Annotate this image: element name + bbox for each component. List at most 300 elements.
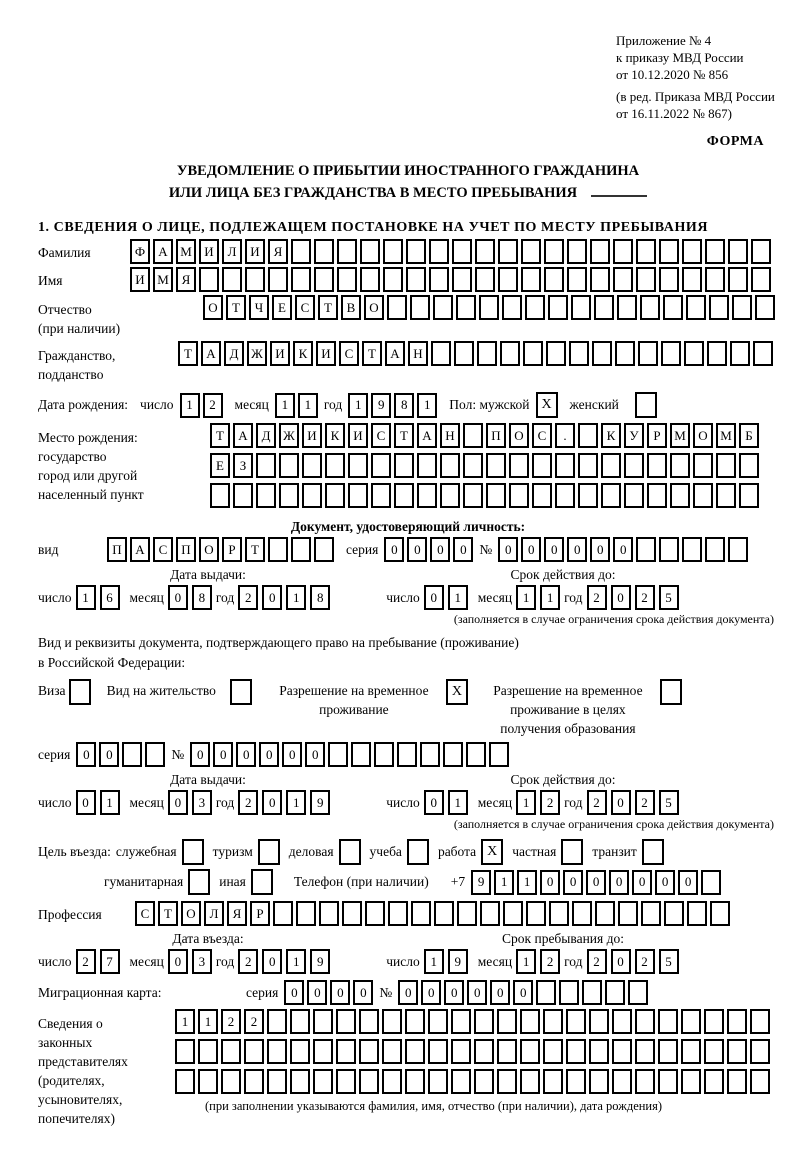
char-cell[interactable]: Т — [178, 341, 198, 366]
char-cell[interactable]: 0 — [284, 980, 304, 1005]
char-cell[interactable] — [233, 483, 253, 508]
char-cell[interactable] — [520, 1069, 540, 1094]
char-cell[interactable] — [704, 1069, 724, 1094]
char-cell[interactable] — [319, 901, 339, 926]
char-cell[interactable]: О — [203, 295, 223, 320]
char-cell[interactable]: З — [233, 453, 253, 478]
char-cell[interactable] — [290, 1009, 310, 1034]
char-cell[interactable] — [256, 483, 276, 508]
char-cell[interactable] — [443, 742, 463, 767]
char-cell[interactable]: 3 — [192, 949, 212, 974]
char-cell[interactable] — [727, 1069, 747, 1094]
char-cell[interactable]: 2 — [244, 1009, 264, 1034]
char-cell[interactable]: К — [293, 341, 313, 366]
char-cell[interactable]: 0 — [655, 870, 675, 895]
char-cell[interactable]: 8 — [192, 585, 212, 610]
char-cell[interactable]: 0 — [613, 537, 633, 562]
char-cell[interactable]: М — [716, 423, 736, 448]
char-cell[interactable] — [475, 267, 495, 292]
char-cell[interactable]: А — [130, 537, 150, 562]
char-cell[interactable]: 9 — [310, 949, 330, 974]
char-cell[interactable] — [532, 483, 552, 508]
char-cell[interactable] — [730, 341, 750, 366]
char-cell[interactable] — [314, 239, 334, 264]
char-cell[interactable]: О — [509, 423, 529, 448]
char-cell[interactable] — [267, 1039, 287, 1064]
char-cell[interactable] — [440, 483, 460, 508]
char-cell[interactable] — [440, 453, 460, 478]
purpose-official-checkbox[interactable] — [182, 839, 204, 865]
char-cell[interactable] — [543, 1039, 563, 1064]
char-cell[interactable] — [336, 1069, 356, 1094]
char-cell[interactable] — [659, 239, 679, 264]
char-cell[interactable]: 2 — [221, 1009, 241, 1034]
char-cell[interactable] — [394, 483, 414, 508]
char-cell[interactable] — [359, 1009, 379, 1034]
char-cell[interactable] — [474, 1009, 494, 1034]
char-cell[interactable] — [567, 267, 587, 292]
char-cell[interactable]: 1 — [540, 585, 560, 610]
char-cell[interactable]: 6 — [100, 585, 120, 610]
char-cell[interactable] — [636, 267, 656, 292]
char-cell[interactable]: И — [270, 341, 290, 366]
char-cell[interactable]: Я — [176, 267, 196, 292]
char-cell[interactable] — [279, 453, 299, 478]
char-cell[interactable] — [582, 980, 602, 1005]
char-cell[interactable]: 1 — [275, 393, 295, 418]
char-cell[interactable]: 0 — [678, 870, 698, 895]
char-cell[interactable]: 0 — [384, 537, 404, 562]
char-cell[interactable] — [728, 239, 748, 264]
char-cell[interactable]: Е — [210, 453, 230, 478]
char-cell[interactable] — [405, 1039, 425, 1064]
char-cell[interactable] — [567, 239, 587, 264]
char-cell[interactable] — [429, 239, 449, 264]
char-cell[interactable]: 0 — [353, 980, 373, 1005]
char-cell[interactable] — [405, 1009, 425, 1034]
char-cell[interactable]: 1 — [516, 585, 536, 610]
char-cell[interactable]: 0 — [168, 949, 188, 974]
char-cell[interactable]: 0 — [76, 790, 96, 815]
char-cell[interactable] — [624, 453, 644, 478]
char-cell[interactable] — [658, 1009, 678, 1034]
char-cell[interactable] — [618, 901, 638, 926]
char-cell[interactable]: Я — [227, 901, 247, 926]
char-cell[interactable]: 7 — [100, 949, 120, 974]
char-cell[interactable] — [636, 537, 656, 562]
char-cell[interactable]: 0 — [544, 537, 564, 562]
char-cell[interactable] — [325, 453, 345, 478]
char-cell[interactable] — [704, 1039, 724, 1064]
char-cell[interactable]: Т — [362, 341, 382, 366]
char-cell[interactable] — [572, 901, 592, 926]
char-cell[interactable]: Т — [394, 423, 414, 448]
char-cell[interactable] — [509, 483, 529, 508]
char-cell[interactable] — [429, 267, 449, 292]
char-cell[interactable]: 0 — [421, 980, 441, 1005]
char-cell[interactable] — [348, 483, 368, 508]
char-cell[interactable]: 2 — [540, 949, 560, 974]
char-cell[interactable] — [314, 537, 334, 562]
char-cell[interactable]: К — [601, 423, 621, 448]
char-cell[interactable]: И — [245, 239, 265, 264]
char-cell[interactable]: 1 — [286, 790, 306, 815]
char-cell[interactable]: Т — [318, 295, 338, 320]
char-cell[interactable]: А — [153, 239, 173, 264]
char-cell[interactable] — [431, 341, 451, 366]
char-cell[interactable]: 0 — [611, 585, 631, 610]
char-cell[interactable]: Я — [268, 239, 288, 264]
char-cell[interactable] — [302, 453, 322, 478]
char-cell[interactable]: 2 — [203, 393, 223, 418]
char-cell[interactable]: 0 — [632, 870, 652, 895]
char-cell[interactable] — [325, 483, 345, 508]
char-cell[interactable]: 0 — [453, 537, 473, 562]
purpose-work-checkbox[interactable]: X — [481, 839, 503, 865]
char-cell[interactable] — [428, 1009, 448, 1034]
char-cell[interactable] — [624, 483, 644, 508]
char-cell[interactable] — [716, 453, 736, 478]
char-cell[interactable]: А — [385, 341, 405, 366]
char-cell[interactable] — [612, 1009, 632, 1034]
char-cell[interactable]: 0 — [168, 790, 188, 815]
char-cell[interactable]: 0 — [424, 790, 444, 815]
char-cell[interactable] — [486, 483, 506, 508]
char-cell[interactable]: 0 — [430, 537, 450, 562]
char-cell[interactable] — [383, 267, 403, 292]
char-cell[interactable] — [605, 980, 625, 1005]
char-cell[interactable]: А — [233, 423, 253, 448]
char-cell[interactable]: 3 — [192, 790, 212, 815]
char-cell[interactable]: . — [555, 423, 575, 448]
char-cell[interactable] — [681, 1039, 701, 1064]
char-cell[interactable]: П — [176, 537, 196, 562]
char-cell[interactable]: 0 — [259, 742, 279, 767]
char-cell[interactable]: 0 — [262, 790, 282, 815]
char-cell[interactable] — [571, 295, 591, 320]
char-cell[interactable] — [267, 1009, 287, 1034]
char-cell[interactable] — [417, 453, 437, 478]
char-cell[interactable] — [750, 1009, 770, 1034]
residence-permit-checkbox[interactable] — [230, 679, 252, 705]
char-cell[interactable]: 2 — [587, 949, 607, 974]
char-cell[interactable]: О — [199, 537, 219, 562]
char-cell[interactable]: 0 — [444, 980, 464, 1005]
char-cell[interactable] — [682, 239, 702, 264]
char-cell[interactable] — [549, 901, 569, 926]
char-cell[interactable] — [732, 295, 752, 320]
char-cell[interactable] — [647, 483, 667, 508]
char-cell[interactable] — [122, 742, 142, 767]
char-cell[interactable] — [199, 267, 219, 292]
char-cell[interactable] — [693, 483, 713, 508]
char-cell[interactable] — [268, 537, 288, 562]
char-cell[interactable]: 8 — [310, 585, 330, 610]
char-cell[interactable]: 1 — [198, 1009, 218, 1034]
char-cell[interactable]: 0 — [398, 980, 418, 1005]
char-cell[interactable]: М — [670, 423, 690, 448]
char-cell[interactable] — [750, 1069, 770, 1094]
char-cell[interactable] — [705, 239, 725, 264]
char-cell[interactable]: 1 — [516, 949, 536, 974]
char-cell[interactable]: А — [417, 423, 437, 448]
char-cell[interactable] — [456, 295, 476, 320]
char-cell[interactable]: 0 — [236, 742, 256, 767]
char-cell[interactable] — [628, 980, 648, 1005]
char-cell[interactable] — [658, 1039, 678, 1064]
char-cell[interactable] — [595, 901, 615, 926]
char-cell[interactable]: 0 — [190, 742, 210, 767]
char-cell[interactable] — [589, 1009, 609, 1034]
char-cell[interactable] — [428, 1039, 448, 1064]
gender-female-checkbox[interactable] — [635, 392, 657, 418]
char-cell[interactable] — [755, 295, 775, 320]
char-cell[interactable] — [670, 483, 690, 508]
char-cell[interactable]: П — [486, 423, 506, 448]
purpose-tourism-checkbox[interactable] — [258, 839, 280, 865]
char-cell[interactable] — [457, 901, 477, 926]
char-cell[interactable] — [739, 483, 759, 508]
char-cell[interactable]: 2 — [587, 790, 607, 815]
char-cell[interactable] — [268, 267, 288, 292]
char-cell[interactable]: О — [693, 423, 713, 448]
char-cell[interactable] — [659, 537, 679, 562]
char-cell[interactable] — [635, 1069, 655, 1094]
char-cell[interactable] — [337, 267, 357, 292]
purpose-humanitarian-checkbox[interactable] — [188, 869, 210, 895]
char-cell[interactable]: И — [130, 267, 150, 292]
char-cell[interactable]: Б — [739, 423, 759, 448]
char-cell[interactable]: О — [364, 295, 384, 320]
char-cell[interactable] — [244, 1069, 264, 1094]
char-cell[interactable] — [612, 1069, 632, 1094]
char-cell[interactable] — [543, 1009, 563, 1034]
char-cell[interactable] — [635, 1039, 655, 1064]
char-cell[interactable] — [314, 267, 334, 292]
char-cell[interactable] — [406, 239, 426, 264]
char-cell[interactable] — [751, 239, 771, 264]
temp-residence-edu-checkbox[interactable] — [660, 679, 682, 705]
char-cell[interactable] — [387, 295, 407, 320]
char-cell[interactable]: И — [316, 341, 336, 366]
char-cell[interactable]: 0 — [567, 537, 587, 562]
char-cell[interactable]: 5 — [659, 790, 679, 815]
char-cell[interactable]: К — [325, 423, 345, 448]
char-cell[interactable] — [267, 1069, 287, 1094]
char-cell[interactable]: 0 — [262, 949, 282, 974]
char-cell[interactable] — [613, 267, 633, 292]
char-cell[interactable]: 0 — [76, 742, 96, 767]
char-cell[interactable] — [474, 1039, 494, 1064]
char-cell[interactable]: 0 — [498, 537, 518, 562]
char-cell[interactable]: Е — [272, 295, 292, 320]
char-cell[interactable] — [359, 1039, 379, 1064]
char-cell[interactable] — [590, 239, 610, 264]
char-cell[interactable]: 9 — [471, 870, 491, 895]
char-cell[interactable] — [279, 483, 299, 508]
char-cell[interactable]: М — [153, 267, 173, 292]
char-cell[interactable] — [406, 267, 426, 292]
char-cell[interactable] — [434, 901, 454, 926]
char-cell[interactable]: 0 — [586, 870, 606, 895]
char-cell[interactable] — [613, 239, 633, 264]
char-cell[interactable]: Ж — [247, 341, 267, 366]
char-cell[interactable] — [433, 295, 453, 320]
char-cell[interactable] — [615, 341, 635, 366]
char-cell[interactable] — [682, 537, 702, 562]
char-cell[interactable]: 2 — [238, 949, 258, 974]
char-cell[interactable] — [360, 267, 380, 292]
char-cell[interactable] — [175, 1069, 195, 1094]
char-cell[interactable] — [382, 1039, 402, 1064]
char-cell[interactable]: Л — [204, 901, 224, 926]
char-cell[interactable] — [716, 483, 736, 508]
char-cell[interactable] — [497, 1009, 517, 1034]
char-cell[interactable]: С — [532, 423, 552, 448]
char-cell[interactable]: 1 — [424, 949, 444, 974]
char-cell[interactable]: Н — [408, 341, 428, 366]
char-cell[interactable]: Н — [440, 423, 460, 448]
char-cell[interactable] — [594, 295, 614, 320]
char-cell[interactable]: 0 — [330, 980, 350, 1005]
char-cell[interactable] — [502, 295, 522, 320]
char-cell[interactable] — [710, 901, 730, 926]
char-cell[interactable] — [612, 1039, 632, 1064]
char-cell[interactable]: С — [153, 537, 173, 562]
char-cell[interactable]: 2 — [635, 585, 655, 610]
char-cell[interactable] — [382, 1069, 402, 1094]
char-cell[interactable]: 9 — [448, 949, 468, 974]
char-cell[interactable] — [420, 742, 440, 767]
char-cell[interactable] — [509, 453, 529, 478]
char-cell[interactable]: И — [302, 423, 322, 448]
char-cell[interactable] — [641, 901, 661, 926]
char-cell[interactable] — [548, 295, 568, 320]
char-cell[interactable] — [497, 1069, 517, 1094]
char-cell[interactable]: 1 — [100, 790, 120, 815]
char-cell[interactable] — [635, 1009, 655, 1034]
char-cell[interactable]: Ч — [249, 295, 269, 320]
char-cell[interactable] — [342, 901, 362, 926]
char-cell[interactable]: 1 — [298, 393, 318, 418]
char-cell[interactable] — [371, 483, 391, 508]
char-cell[interactable]: 0 — [307, 980, 327, 1005]
char-cell[interactable]: 0 — [490, 980, 510, 1005]
char-cell[interactable]: 2 — [635, 949, 655, 974]
char-cell[interactable]: 9 — [310, 790, 330, 815]
char-cell[interactable]: 5 — [659, 949, 679, 974]
char-cell[interactable] — [313, 1039, 333, 1064]
char-cell[interactable]: С — [295, 295, 315, 320]
char-cell[interactable] — [578, 423, 598, 448]
char-cell[interactable] — [728, 537, 748, 562]
char-cell[interactable] — [477, 341, 497, 366]
char-cell[interactable]: 1 — [175, 1009, 195, 1034]
char-cell[interactable]: 0 — [611, 790, 631, 815]
char-cell[interactable] — [555, 483, 575, 508]
char-cell[interactable] — [705, 267, 725, 292]
char-cell[interactable] — [411, 901, 431, 926]
char-cell[interactable]: 0 — [424, 585, 444, 610]
char-cell[interactable]: 2 — [587, 585, 607, 610]
char-cell[interactable]: Д — [224, 341, 244, 366]
char-cell[interactable]: 1 — [448, 790, 468, 815]
char-cell[interactable] — [290, 1039, 310, 1064]
purpose-transit-checkbox[interactable] — [642, 839, 664, 865]
char-cell[interactable]: Ж — [279, 423, 299, 448]
char-cell[interactable] — [727, 1039, 747, 1064]
char-cell[interactable]: С — [339, 341, 359, 366]
char-cell[interactable] — [348, 453, 368, 478]
char-cell[interactable]: М — [176, 239, 196, 264]
char-cell[interactable] — [498, 267, 518, 292]
char-cell[interactable] — [463, 423, 483, 448]
char-cell[interactable] — [589, 1039, 609, 1064]
char-cell[interactable] — [670, 453, 690, 478]
char-cell[interactable] — [709, 295, 729, 320]
char-cell[interactable]: 2 — [238, 790, 258, 815]
char-cell[interactable]: 0 — [407, 537, 427, 562]
char-cell[interactable] — [374, 742, 394, 767]
char-cell[interactable] — [521, 267, 541, 292]
char-cell[interactable] — [682, 267, 702, 292]
char-cell[interactable]: 0 — [611, 949, 631, 974]
char-cell[interactable] — [486, 453, 506, 478]
char-cell[interactable] — [566, 1009, 586, 1034]
char-cell[interactable] — [313, 1069, 333, 1094]
char-cell[interactable]: Р — [250, 901, 270, 926]
char-cell[interactable]: 1 — [494, 870, 514, 895]
char-cell[interactable] — [640, 295, 660, 320]
char-cell[interactable] — [463, 483, 483, 508]
purpose-private-checkbox[interactable] — [561, 839, 583, 865]
char-cell[interactable] — [475, 239, 495, 264]
char-cell[interactable] — [544, 267, 564, 292]
char-cell[interactable]: И — [199, 239, 219, 264]
char-cell[interactable]: 0 — [590, 537, 610, 562]
char-cell[interactable] — [590, 267, 610, 292]
char-cell[interactable] — [659, 267, 679, 292]
char-cell[interactable] — [750, 1039, 770, 1064]
char-cell[interactable] — [544, 239, 564, 264]
char-cell[interactable]: Р — [222, 537, 242, 562]
char-cell[interactable] — [520, 1009, 540, 1034]
char-cell[interactable] — [480, 901, 500, 926]
char-cell[interactable] — [221, 1069, 241, 1094]
char-cell[interactable] — [523, 341, 543, 366]
char-cell[interactable] — [256, 453, 276, 478]
char-cell[interactable] — [417, 483, 437, 508]
char-cell[interactable] — [532, 453, 552, 478]
char-cell[interactable] — [222, 267, 242, 292]
char-cell[interactable]: Т — [245, 537, 265, 562]
char-cell[interactable]: 5 — [659, 585, 679, 610]
char-cell[interactable]: 1 — [516, 790, 536, 815]
char-cell[interactable] — [601, 483, 621, 508]
char-cell[interactable]: 0 — [262, 585, 282, 610]
char-cell[interactable] — [452, 267, 472, 292]
char-cell[interactable] — [592, 341, 612, 366]
char-cell[interactable] — [210, 483, 230, 508]
char-cell[interactable]: П — [107, 537, 127, 562]
char-cell[interactable]: Т — [226, 295, 246, 320]
char-cell[interactable]: И — [348, 423, 368, 448]
char-cell[interactable] — [145, 742, 165, 767]
char-cell[interactable]: Т — [158, 901, 178, 926]
char-cell[interactable] — [636, 239, 656, 264]
char-cell[interactable] — [365, 901, 385, 926]
char-cell[interactable]: 1 — [286, 585, 306, 610]
